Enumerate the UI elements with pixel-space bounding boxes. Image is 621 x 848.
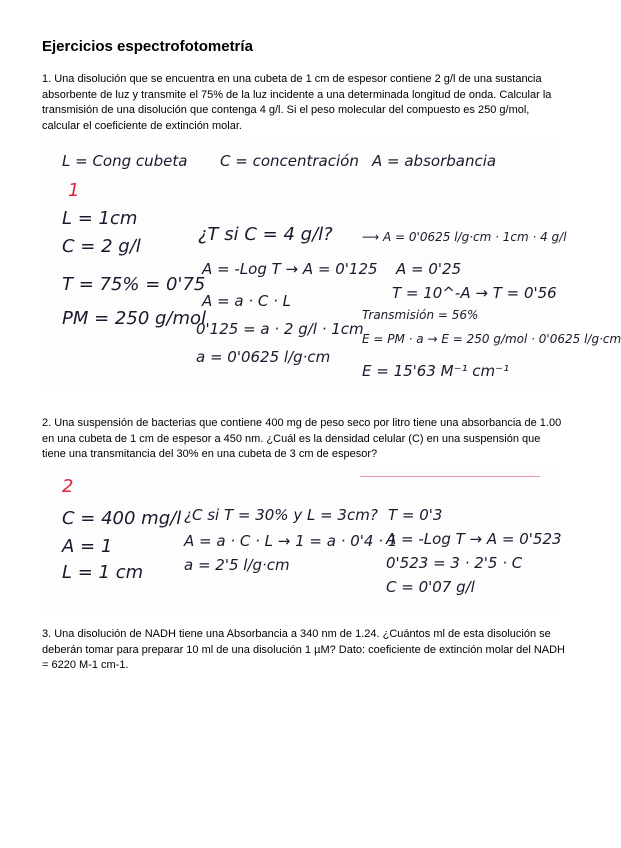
a-result-2: a = 2'5 l/g·cm: [184, 556, 290, 574]
question-2-text: 2. Una suspensión de bacterias que contiene 400 mg de peso seco por litro tiene una absorbancia de 1.00 en una cubeta de 1 cm de espesor a 450 nm. ¿Cuál es la densidad celular (C) en una suspensión que tiene una transmitancia del 30% en una cubeta de 3 cm de espesor?: [42, 417, 562, 460]
question-3-text: 3. Una disolución de NADH tiene una Absorbancia a 340 nm de 1.24. ¿Cuántos ml de esta disolución se deberán tomar para preparar 10 ml de una disolución 1 µM? Dato: coeficiente de extinción molar del NADH = 6220 M-1 cm-1.: [42, 628, 566, 671]
c-result-2: C = 0'07 g/l: [386, 578, 475, 596]
top-rule: [360, 476, 540, 477]
epsilon-result: E = 15'63 M⁻¹ cm⁻¹: [362, 362, 510, 380]
page-title: Ejercicios espectrofotometría: [42, 38, 253, 55]
handwritten-solution-1: [40, 142, 621, 392]
absorbance-log-2: A = -Log T → A = 0'523: [386, 530, 562, 548]
question-1-text: 1. Una disolución que se encuentra en una cubeta de 1 cm de espesor contiene 2 g/l de una sustancia absorbente de luz y transmite el 75% de la luz incidente a una determinada longitud de onda. Calcular la transmisión de una disolución que contenga 4 g/l. Si el peso molecular del compuesto es 250 g/mol, calcular el coeficiente de extinción molar.: [42, 73, 552, 132]
handwritten-solution-2: [40, 464, 560, 616]
given-length-2: L = 1 cm: [62, 562, 144, 583]
equation-2: 0'523 = 3 · 2'5 · C: [386, 554, 523, 572]
absorbance-value: A = 0'25: [396, 260, 462, 278]
epsilon-calc: E = PM · a → E = 250 g/mol · 0'0625 l/g·cm: [362, 332, 621, 346]
given-molecular-weight: PM = 250 g/mol: [62, 308, 207, 329]
given-transmittance: T = 75% = 0'75: [62, 274, 206, 295]
arrow-result: ⟶ A = 0'0625 l/g·cm · 1cm · 4 g/l: [362, 230, 567, 244]
exercise-number-1: 1: [68, 180, 80, 201]
legend-absorbance: A = absorbancia: [372, 152, 497, 170]
legend-concentration: C = concentración: [220, 152, 359, 170]
given-concentration: C = 2 g/l: [62, 236, 141, 257]
question-c: ¿C si T = 30% y L = 3cm?: [184, 506, 378, 524]
transmission-percent: Transmisión = 56%: [362, 308, 479, 322]
transmittance-2: T = 0'3: [388, 506, 443, 524]
beer-lambert: A = a · C · L: [202, 292, 291, 310]
absorbance-log: A = -Log T → A = 0'125: [202, 260, 378, 278]
question-t: ¿T si C = 4 g/l?: [198, 224, 333, 245]
a-result: a = 0'0625 l/g·cm: [196, 348, 331, 366]
legend-length: L = Cong cubeta: [62, 152, 188, 170]
given-absorbance-2: A = 1: [62, 536, 113, 557]
transmittance-calc: T = 10^-A → T = 0'56: [392, 284, 557, 302]
equation: 0'125 = a · 2 g/l · 1cm: [196, 320, 364, 338]
given-length: L = 1cm: [62, 208, 138, 229]
given-concentration-2: C = 400 mg/l: [62, 508, 182, 529]
beer-lambert-2: A = a · C · L → 1 = a · 0'4 · 1: [184, 532, 398, 550]
exercise-number-2: 2: [62, 476, 74, 497]
